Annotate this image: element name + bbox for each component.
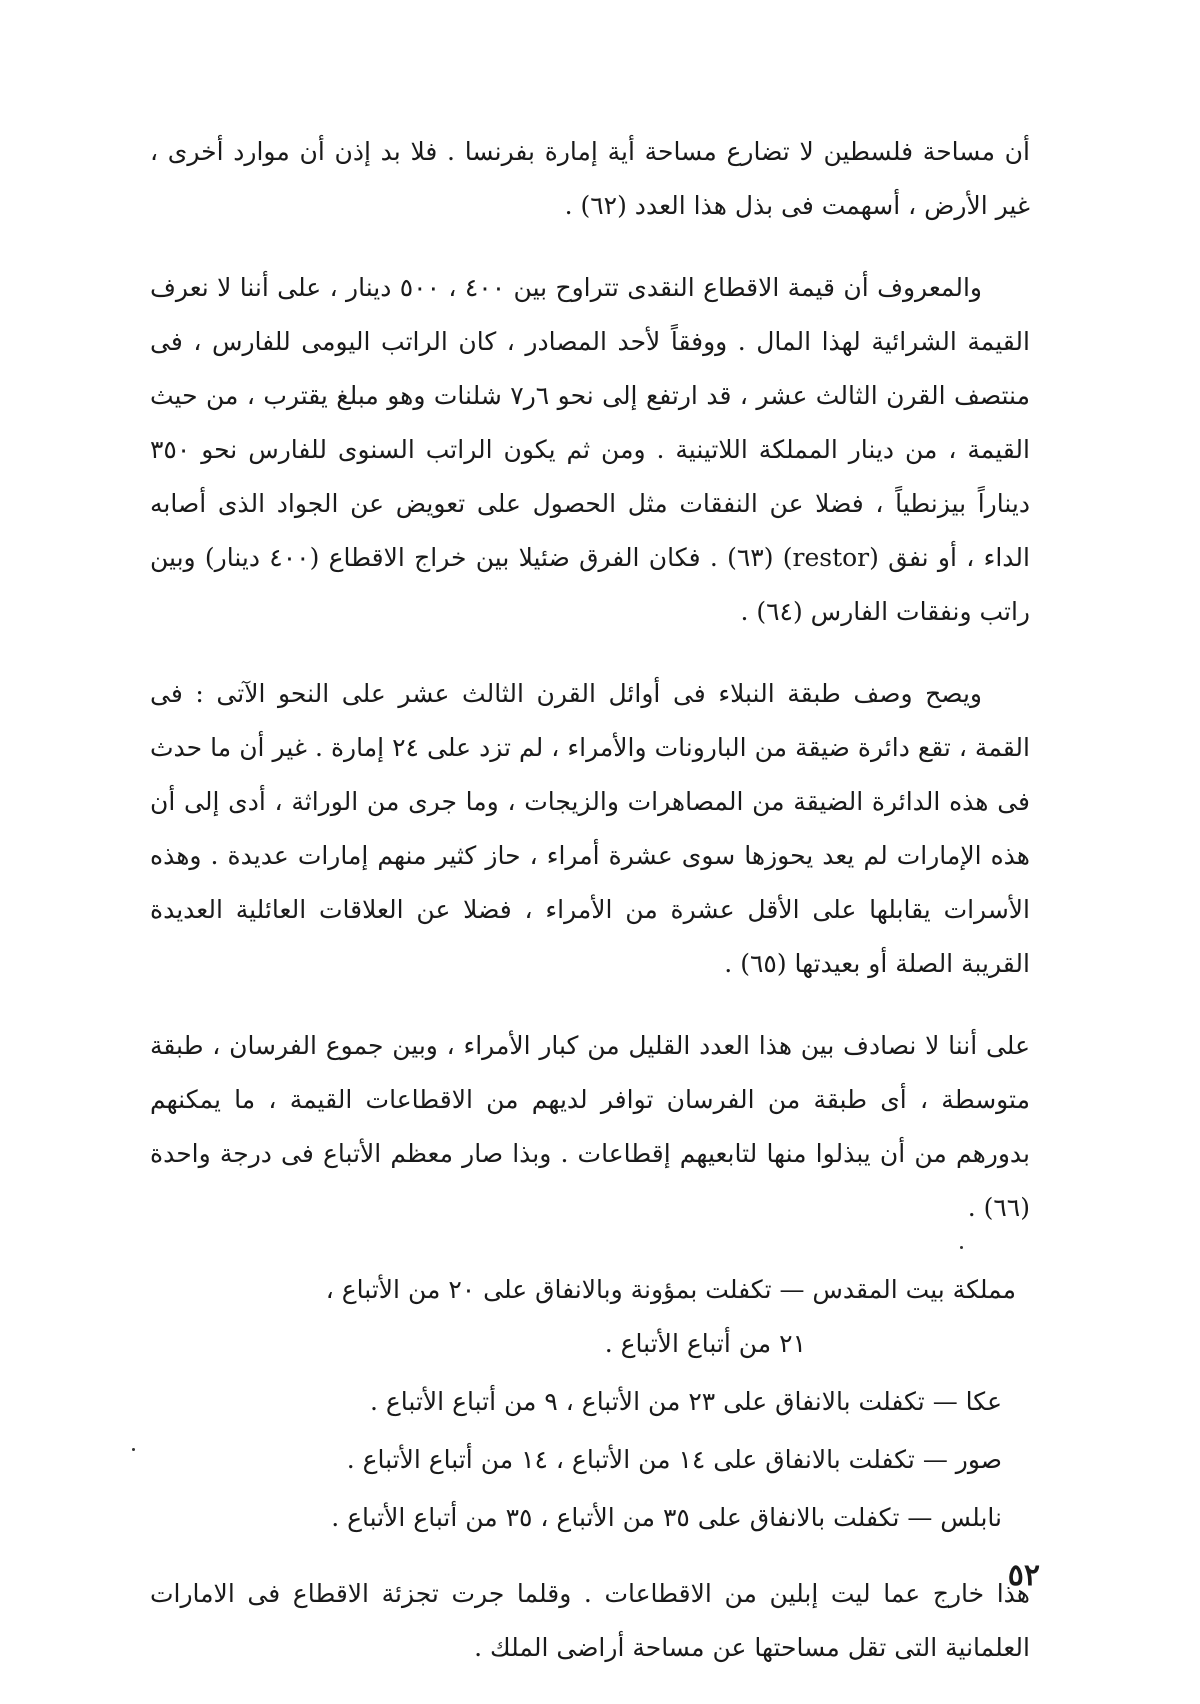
- list-item: [150, 1375, 1030, 1429]
- paragraph-3-text: ويصح وصف طبقة النبلاء فى أوائل القرن الثالث عشر على النحو الآتى : فى القمة ، تقع دائرة ضيقة من البارونات والأمراء ، لم تزد على ٢٤ إمارة . غير أن ما حدث فى هذه الدائرة الضيقة من المصاهرات والزيجات ، وما جرى من الوراثة ، أدى إلى أن هذه الإمارات لم يعد يحوزها سوى عشرة أمراء ، حاز كثير منهم إمارات عديدة . وهذه الأسرات يقابلها على الأقل عشرة من الأمراء ، فضلا عن العلاقات العائلية العديدة القريبة الصلة أو بعيدتها (٦٥) .: [150, 679, 1030, 978]
- paragraph-1-text: أن مساحة فلسطين لا تضارع مساحة أية إمارة بفرنسا . فلا بد إذن أن موارد أخرى ، غير الأرض ، أسهمت فى بذل هذا العدد (٦٢) .: [150, 137, 1030, 220]
- list-item: [150, 1433, 1030, 1487]
- vassal-list: [150, 1263, 1030, 1545]
- paragraph-1: [150, 125, 1030, 233]
- paragraph-3: [150, 667, 1030, 991]
- page-body: [150, 125, 1030, 1703]
- paragraph-2: [150, 261, 1030, 639]
- paragraph-4: [150, 1019, 1030, 1235]
- paragraph-2-text: والمعروف أن قيمة الاقطاع النقدى تتراوح بين ٤٠٠ ، ٥٠٠ دينار ، على أننا لا نعرف القيمة الشرائية لهذا المال . ووفقاً لأحد المصادر ، كان الراتب اليومى للفارس ، فى منتصف القرن الثالث عشر ، قد ارتفع إلى نحو ٦ر٧ شلنات وهو مبلغ يقترب ، من حيث القيمة ، من دينار المملكة اللاتينية . ومن ثم يكون الراتب السنوى للفارس نحو ٣٥٠ ديناراً بيزنطياً ، فضلا عن النفقات مثل الحصول على تعويض عن الجواد الذى أصابه الداء ، أو نفق (restor) (٦٣) . فكان الفرق ضئيلا بين خراج الاقطاع (٤٠٠ دينار) وبين راتب ونفقات الفارس (٦٤) .: [150, 273, 1030, 626]
- list-item: [150, 1491, 1030, 1545]
- list-item-acre: عكا — تكفلت بالانفاق على ٢٣ من الأتباع ، ٩ من أتباع الأتباع .: [369, 1387, 1002, 1416]
- scan-speck: [960, 1246, 963, 1249]
- list-item-jerusalem-continuation: ٢١ من أتباع الأتباع .: [604, 1329, 806, 1358]
- paragraph-5: [150, 1567, 1030, 1675]
- paragraph-5-text: هذا خارج عما ليت إبلين من الاقطاعات . وقلما جرت تجزئة الاقطاع فى الامارات العلمانية التى تقل مساحتها عن مساحة أراضى الملك .: [150, 1579, 1030, 1662]
- list-item-nablus: نابلس — تكفلت بالانفاق على ٣٥ من الأتباع ، ٣٥ من أتباع الأتباع .: [331, 1503, 1002, 1532]
- list-item-jerusalem: مملكة بيت المقدس — تكفلت بمؤونة وبالانفاق على ٢٠ من الأتباع ،: [325, 1275, 1016, 1304]
- scan-speck: [132, 1448, 135, 1451]
- list-item-tyre: صور — تكفلت بالانفاق على ١٤ من الأتباع ، ١٤ من أتباع الأتباع .: [346, 1445, 1002, 1474]
- page-number: ٥٢: [1007, 1558, 1040, 1593]
- list-item: [150, 1263, 1030, 1371]
- paragraph-4-text: على أننا لا نصادف بين هذا العدد القليل من كبار الأمراء ، وبين جموع الفرسان ، طبقة متوسطة ، أى طبقة من الفرسان توافر لديهم من الاقطاعات القيمة ، ما يمكنهم بدورهم من أن يبذلوا منها لتابعيهم إقطاعات . وبذا صار معظم الأتباع فى درجة واحدة (٦٦) .: [150, 1031, 1030, 1222]
